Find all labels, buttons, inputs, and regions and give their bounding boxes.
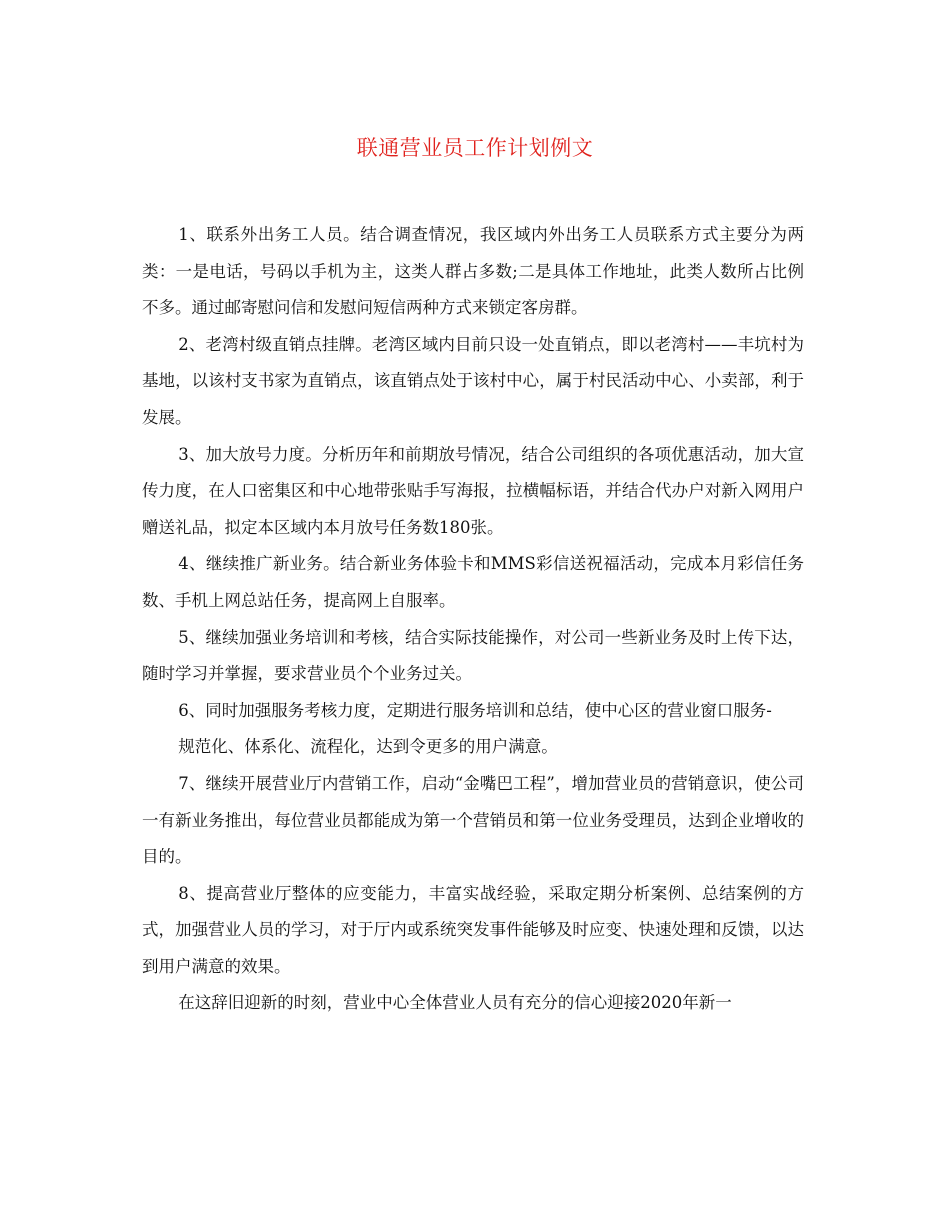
- paragraph-5: 5、继续加强业务培训和考核，结合实际技能操作，对公司一些新业务及时上传下达，随时学习并掌握，要求营业员个个业务过关。: [142, 627, 804, 684]
- document-title: 联通营业员工作计划例文: [356, 136, 594, 160]
- paragraph-1: 1、联系外出务工人员。结合调查情况，我区域内外出务工人员联系方式主要分为两类：一是电话，号码以手机为主，这类人群占多数;二是具体工作地址，此类人数所占比例不多。通过邮寄慰问信和发慰问短信两种方式来锁定客房群。: [142, 225, 804, 318]
- paragraph-7: 7、继续开展营业厅内营销工作，启动“金嘴巴工程”，增加营业员的营销意识，使公司一有新业务推出，每位营业员都能成为第一个营销员和第一位业务受理员，达到企业增收的目的。: [142, 773, 804, 867]
- paragraph-6-continued: 规范化、体系化、流程化，达到令更多的用户满意。: [178, 737, 558, 757]
- paragraph-8: 8、提高营业厅整体的应变能力，丰富实战经验，采取定期分析案例、总结案例的方式，加强营业人员的学习，对于厅内或系统突发事件能够及时应变、快速处理和反馈，以达到用户满意的效果。: [142, 883, 804, 976]
- paragraph-4: 4、继续推广新业务。结合新业务体验卡和MMS彩信送祝福活动，完成本月彩信任务数、手机上网总站任务，提高网上自服率。: [142, 554, 804, 610]
- paragraph-2: 2、老湾村级直销点挂牌。老湾区域内目前只设一处直销点，即以老湾村——丰坑村为基地，以该村支书家为直销点，该直销点处于该村中心，属于村民活动中心、小卖部，利于发展。: [142, 334, 804, 427]
- paragraph-3: 3、加大放号力度。分析历年和前期放号情况，结合公司组织的各项优惠活动，加大宣传力度，在人口密集区和中心地带张贴手写海报，拉横幅标语，并结合代办户对新入网用户赠送礼品，拟定本区域内本月放号任务数180张。: [142, 444, 804, 537]
- document-body: [142, 217, 804, 1022]
- paragraph-6: 6、同时加强服务考核力度，定期进行服务培训和总结，使中心区的营业窗口服务-: [178, 700, 772, 720]
- paragraph-closing: 在这辞旧迎新的时刻，营业中心全体营业人员有充分的信心迎接2020年新一: [178, 993, 732, 1013]
